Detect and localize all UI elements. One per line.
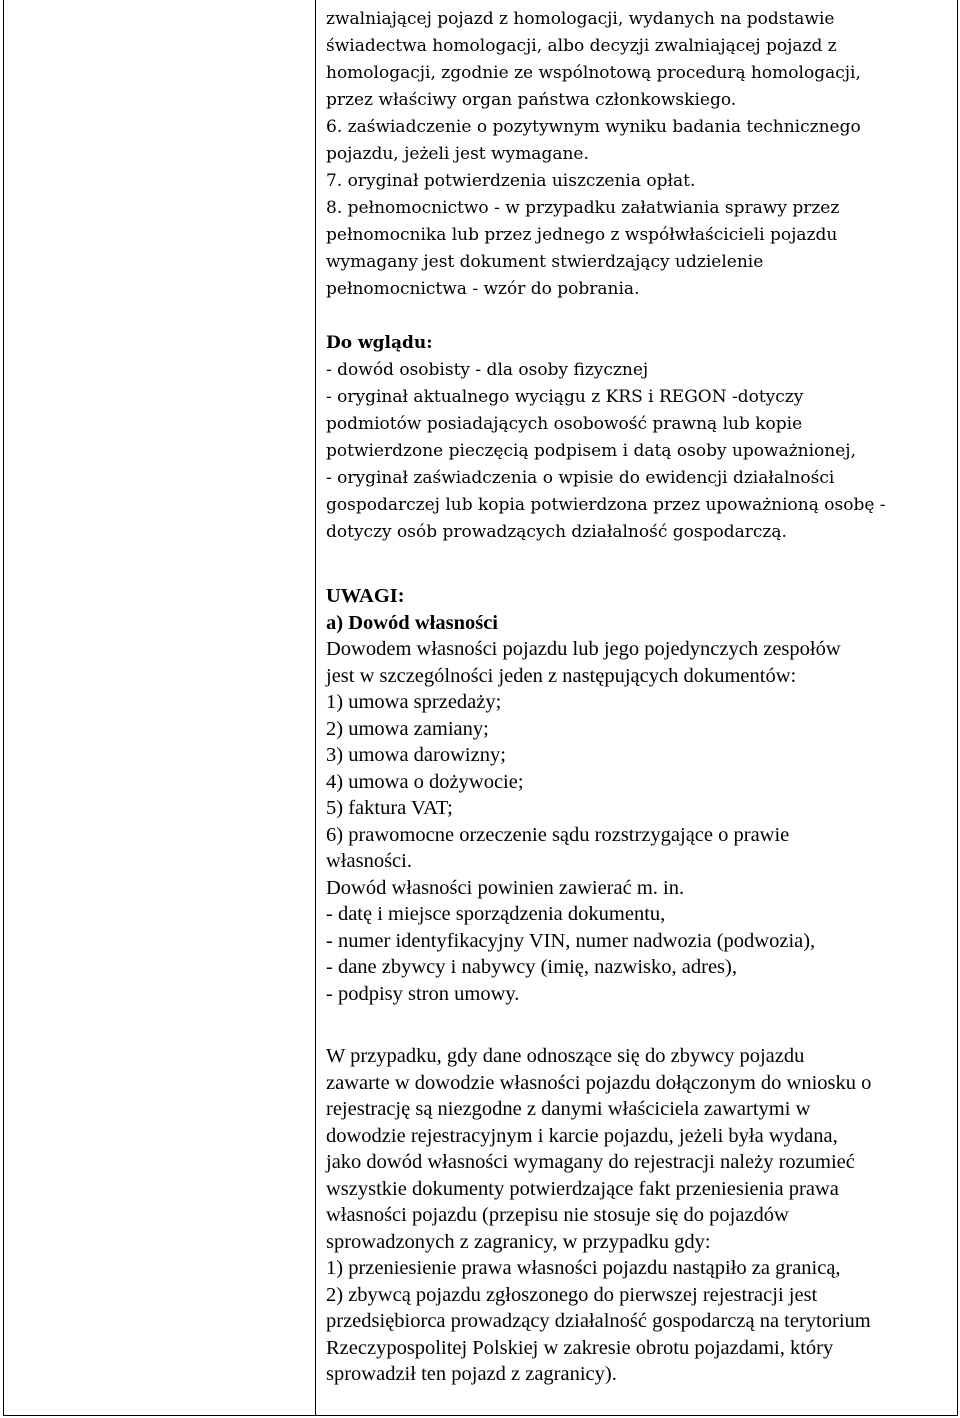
text-line: własności. — [326, 850, 412, 872]
list-item: 2) umowa zamiany; — [326, 717, 489, 740]
text-line: 7. oryginał potwierdzenia uiszczenia opłat. — [326, 171, 696, 191]
text-line: sprowadził ten pojazd z zagranicy). — [326, 1363, 617, 1385]
list-item: 5) faktura VAT; — [326, 797, 453, 819]
document-table — [3, 0, 958, 1416]
text-line: sprowadzonych z zagranicy, w przypadku gdy: — [326, 1230, 711, 1253]
text-line: przedsiębiorca prowadzący działalność gospodarczą na terytorium — [326, 1310, 871, 1332]
list-item: - dane zbywcy i nabywcy (imię, nazwisko, adres), — [326, 956, 737, 978]
text-line: pełnomocnictwa - wzór do pobrania. — [326, 279, 640, 299]
text-line: 8. pełnomocnictwo - w przypadku załatwiania sprawy przez — [326, 198, 840, 218]
list-item: 6) prawomocne orzeczenie sądu rozstrzygające o prawie — [326, 823, 790, 846]
text-line: zwalniającej pojazd z homologacji, wydanych na podstawie — [326, 9, 835, 29]
text-line: rejestrację są niezgodne z danymi właściciela zawartymi w — [326, 1098, 811, 1120]
text-line: Rzeczypospolitej Polskiej w zakresie obrotu pojazdami, który — [326, 1336, 834, 1359]
text-line: wszystkie dokumenty potwierdzające fakt przeniesienia prawa — [326, 1177, 839, 1200]
ownership-paragraph — [326, 1043, 871, 1388]
requirements-continued — [326, 6, 861, 303]
list-item: 1) przeniesienie prawa własności pojazdu nastąpiło za granicą, — [326, 1257, 841, 1279]
text-line: podmiotów posiadających osobowość prawną lub kopie — [326, 414, 803, 434]
section-heading: Do wglądu: — [326, 333, 433, 353]
text-line: pełnomocnika lub przez jednego z współwłaścicieli pojazdu — [326, 225, 838, 245]
do-wgladu-section — [326, 330, 886, 546]
uwagi-section — [326, 583, 841, 1007]
text-line: - oryginał aktualnego wyciągu z KRS i REGON -dotyczy — [326, 387, 804, 407]
text-line: świadectwa homologacji, albo decyzji zwalniającej pojazd z — [326, 36, 837, 56]
list-item: - podpisy stron umowy. — [326, 982, 520, 1005]
text-line: 6. zaświadczenie o pozytywnym wyniku badania technicznego — [326, 117, 861, 137]
text-line: wymagany jest dokument stwierdzający udzielenie — [326, 252, 764, 272]
text-line: przez właściwy organ państwa członkowskiego. — [326, 90, 737, 110]
text-line: jako dowód własności wymagany do rejestracji należy rozumieć — [326, 1151, 855, 1173]
list-item: - datę i miejsce sporządzenia dokumentu, — [326, 903, 666, 925]
text-line: - oryginał zaświadczenia o wpisie do ewidencji działalności — [326, 468, 835, 488]
text-line: dowodzie rejestracyjnym i karcie pojazdu, jeżeli była wydana, — [326, 1124, 838, 1147]
column-divider — [315, 0, 316, 1416]
text-line: - dowód osobisty - dla osoby fizycznej — [326, 360, 649, 380]
subsection-heading: a) Dowód własności — [326, 611, 498, 634]
text-line: zawarte w dowodzie własności pojazdu dołączonym do wniosku o — [326, 1071, 872, 1094]
text-line: dotyczy osób prowadzących działalność gospodarczą. — [326, 522, 787, 542]
text-line: Dowodem własności pojazdu lub jego pojedynczych zespołów — [326, 638, 841, 660]
list-item: 2) zbywcą pojazdu zgłoszonego do pierwszej rejestracji jest — [326, 1283, 818, 1306]
list-item: 4) umowa o dożywocie; — [326, 770, 524, 793]
text-line: jest w szczególności jeden z następujących dokumentów: — [326, 664, 797, 687]
list-item: - numer identyfikacyjny VIN, numer nadwozia (podwozia), — [326, 929, 816, 952]
text-line: potwierdzone pieczęcią podpisem i datą osoby upoważnionej, — [326, 441, 856, 461]
text-line: pojazdu, jeżeli jest wymagane. — [326, 144, 589, 164]
text-line: homologacji, zgodnie ze wspólnotową procedurą homologacji, — [326, 63, 861, 83]
list-item: 3) umowa darowizny; — [326, 744, 506, 766]
text-line: Dowód własności powinien zawierać m. in. — [326, 876, 685, 899]
list-item: 1) umowa sprzedaży; — [326, 691, 502, 713]
text-line: W przypadku, gdy dane odnoszące się do zbywcy pojazdu — [326, 1045, 805, 1067]
text-line: własności pojazdu (przepisu nie stosuje się do pojazdów — [326, 1204, 789, 1226]
section-heading: UWAGI: — [326, 585, 405, 607]
text-line: gospodarczej lub kopia potwierdzona przez upoważnioną osobę - — [326, 495, 886, 515]
